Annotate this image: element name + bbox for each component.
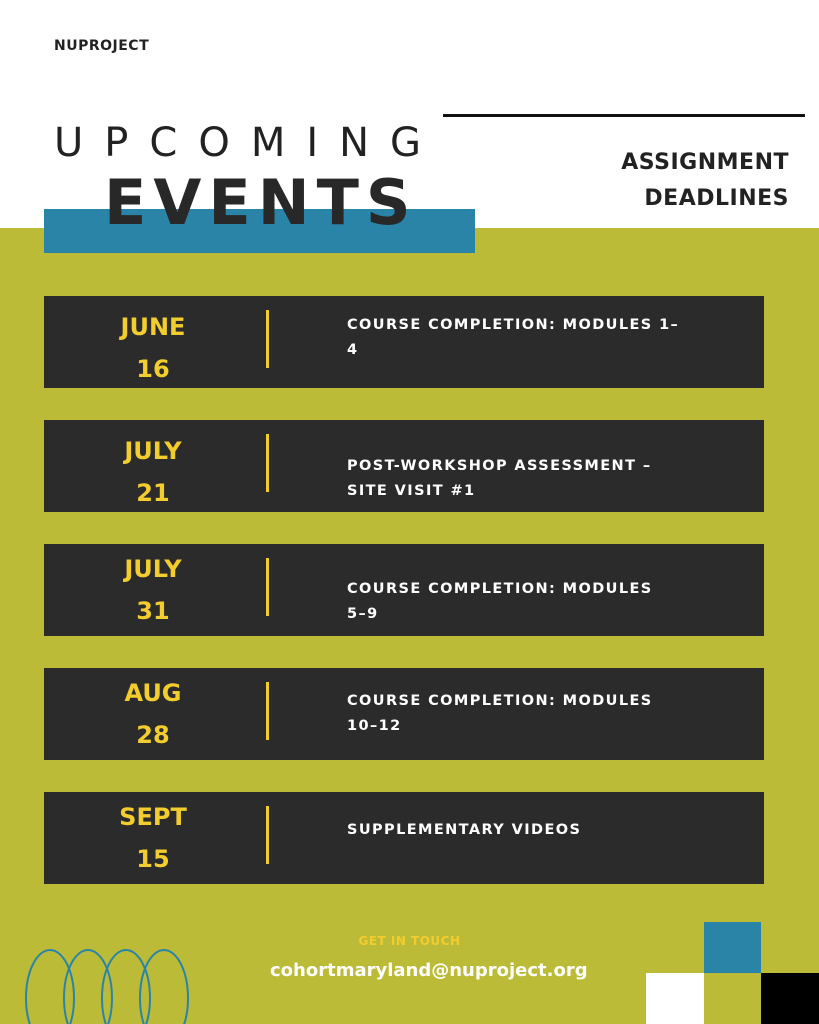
event-row-4 [44, 668, 764, 760]
event-description [347, 454, 717, 504]
event-month: JULY [124, 437, 182, 465]
event-day: 15 [136, 845, 170, 873]
decorative-square-blue [704, 922, 761, 973]
event-description [347, 313, 717, 363]
event-separator [266, 682, 269, 740]
event-desc-line-1: POST-WORKSHOP ASSESSMENT – [347, 458, 652, 474]
decorative-loops [0, 940, 200, 1024]
event-desc-line-2: 5–9 [347, 606, 379, 622]
event-day: 21 [136, 479, 170, 507]
event-description [347, 818, 717, 843]
event-desc-line-1: SUPPLEMENTARY VIDEOS [347, 822, 582, 838]
event-day: 16 [136, 355, 170, 383]
event-separator [266, 806, 269, 864]
heading-events: EVENTS [104, 166, 418, 239]
decorative-square-white [646, 973, 704, 1024]
event-month: JULY [124, 555, 182, 583]
top-rule [443, 114, 805, 117]
decorative-square-black [761, 973, 819, 1024]
event-separator [266, 310, 269, 368]
event-row-5 [44, 792, 764, 884]
event-separator [266, 434, 269, 492]
event-description [347, 577, 717, 627]
event-description [347, 689, 717, 739]
contact-email-link[interactable]: cohortmaryland@nuproject.org [270, 960, 588, 981]
event-separator [266, 558, 269, 616]
event-month: AUG [124, 679, 182, 707]
event-desc-line-1: COURSE COMPLETION: MODULES [347, 693, 653, 709]
event-desc-line-1: COURSE COMPLETION: MODULES 1– [347, 317, 680, 333]
event-row-3 [44, 544, 764, 636]
event-desc-line-2: SITE VISIT #1 [347, 483, 476, 499]
subheading-line-1: ASSIGNMENT [621, 150, 789, 175]
event-day: 31 [136, 597, 170, 625]
event-row-2 [44, 420, 764, 512]
heading-upcoming: UPCOMING [54, 120, 443, 166]
event-month: JUNE [120, 313, 186, 341]
brand-name: NUPROJECT [54, 38, 150, 54]
event-day: 28 [136, 721, 170, 749]
event-desc-line-1: COURSE COMPLETION: MODULES [347, 581, 653, 597]
subheading [621, 145, 789, 217]
event-month: SEPT [119, 803, 187, 831]
event-desc-line-2: 10–12 [347, 718, 402, 734]
event-desc-line-2: 4 [347, 342, 359, 358]
subheading-line-2: DEADLINES [644, 186, 789, 211]
event-row-1 [44, 296, 764, 388]
get-in-touch-label: GET IN TOUCH [358, 934, 461, 948]
